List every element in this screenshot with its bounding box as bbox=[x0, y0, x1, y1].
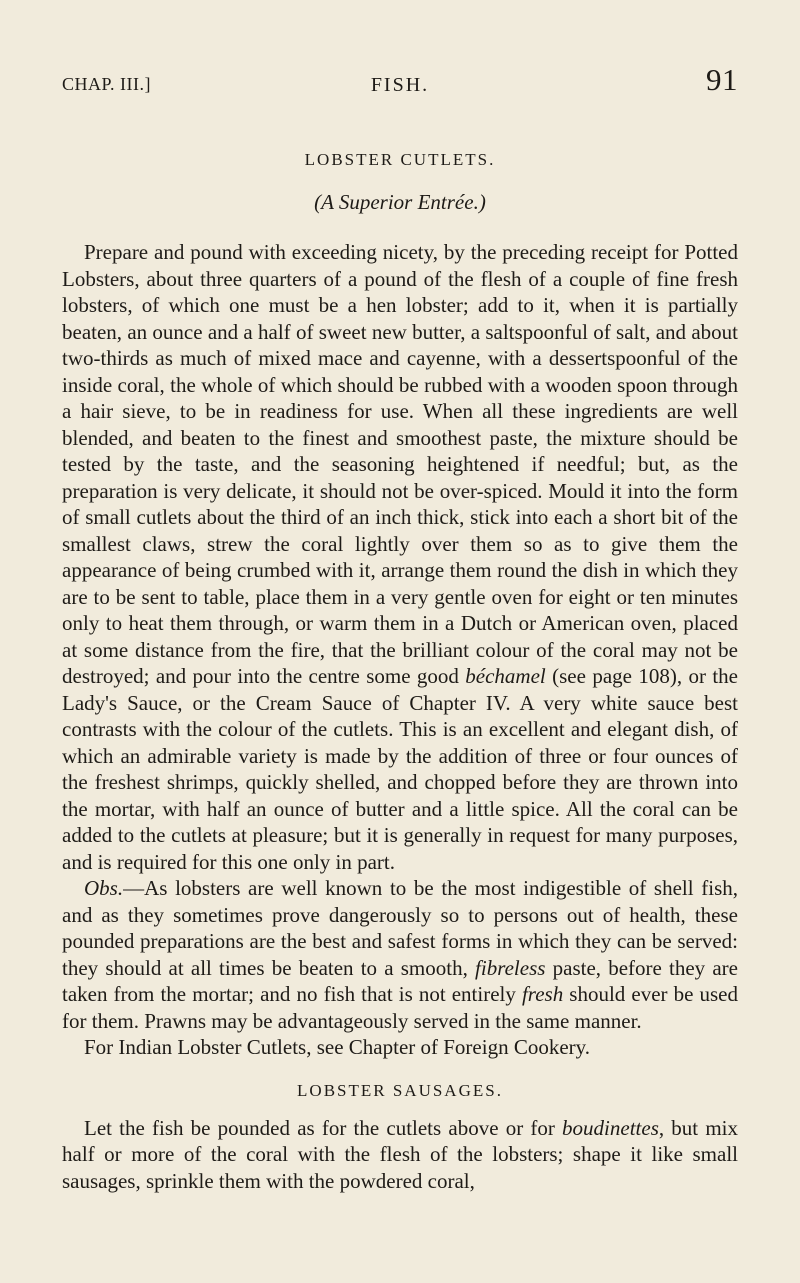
section-title-lobster-cutlets: LOBSTER CUTLETS. bbox=[304, 150, 496, 169]
italic-term: boudinettes bbox=[562, 1115, 659, 1140]
page-number: 91 bbox=[706, 62, 738, 97]
section-subtitle: (A Superior Entrée.) bbox=[314, 190, 486, 214]
recipe-paragraph bbox=[62, 239, 738, 875]
obs-label: Obs. bbox=[84, 876, 124, 900]
cross-reference-paragraph: For Indian Lobster Cutlets, see Chapter of Foreign Cookery. bbox=[84, 1035, 591, 1059]
section-title-lobster-sausages: LOBSTER SAUSAGES. bbox=[297, 1080, 503, 1100]
paragraph-text: —As lobsters are well known to be the most indigestible of shell fish, and as they sometimes prove dangerously so to persons out of health, these pounded preparations are the best and safest forms in which they can be served: they should at all times be beaten to a smooth, bbox=[62, 876, 738, 980]
observation-paragraph bbox=[62, 875, 738, 1034]
paragraph-text: (see page 108), or the Lady's Sauce, or the Cream Sauce of Chapter IV. A very white sauce best contrasts with the colour of the cutlets. This is an excellent and elegant dish, of which an admirable variety is made by the addition of three or four ounces of the freshest shrimps, quickly shelled, and chopped before they are thrown into the mortar, with half an ounce of butter and a little spice. All the coral can be added to the cutlets at pleasure; but it is generally in request for many purposes, and is required for this one only in part. bbox=[62, 664, 738, 874]
recipe-paragraph bbox=[62, 1115, 738, 1195]
running-title: FISH. bbox=[370, 74, 430, 96]
italic-term: béchamel bbox=[465, 664, 546, 688]
italic-term: fresh bbox=[521, 982, 564, 1006]
paragraph-text: should ever be used for them. Prawns may be advantageously served in the same manner. bbox=[62, 982, 738, 1033]
paragraph-text: Prepare and pound with exceeding nicety, by the preceding receipt for Potted Lobsters, about three quarters of a pound of the flesh of a couple of fine fresh lobsters, of which one must be a hen lobster; add to it, when it is partially beaten, an ounce and a half of sweet new butter, a saltspoonful of salt, and about two-thirds as much of mixed mace and cayenne, with a dessertspoonful of the inside coral, the whole of which should be rubbed with a wooden spoon through a hair sieve, to be in readiness for use. When all these ingredients are well blended, and beaten to the finest and smoothest paste, the mixture should be tested by the taste, and the seasoning heightened if needful; but, as the preparation is very delicate, it should not be over-spiced. Mould it into the form of small cutlets about the third of an inch thick, stick into each a short bit of the smallest claws, strew the coral lightly over them so as to give them the appearance of being crumbed with it, arrange them round the dish in which they are to be sent to table, place them in a very gentle oven for eight or ten minutes only to heat them through, or warm them in a Dutch or American oven, placed at some distance from the fire, that the brilliant colour of the coral may not be destroyed; and pour into the centre some good bbox=[62, 240, 738, 688]
chapter-reference: CHAP. III.] bbox=[62, 74, 151, 94]
paragraph-text: paste, before they are taken from the mortar; and no fish that is not entirely bbox=[62, 955, 738, 1006]
running-head bbox=[62, 62, 738, 102]
italic-term: fibreless bbox=[475, 955, 546, 980]
paragraph-text: , but mix half or more of the coral with the flesh of the lobsters; shape it like small sausages, sprinkle them with the powdered coral, bbox=[62, 1115, 738, 1193]
paragraph-text: Let the fish be pounded as for the cutlets above or for bbox=[84, 1115, 563, 1140]
